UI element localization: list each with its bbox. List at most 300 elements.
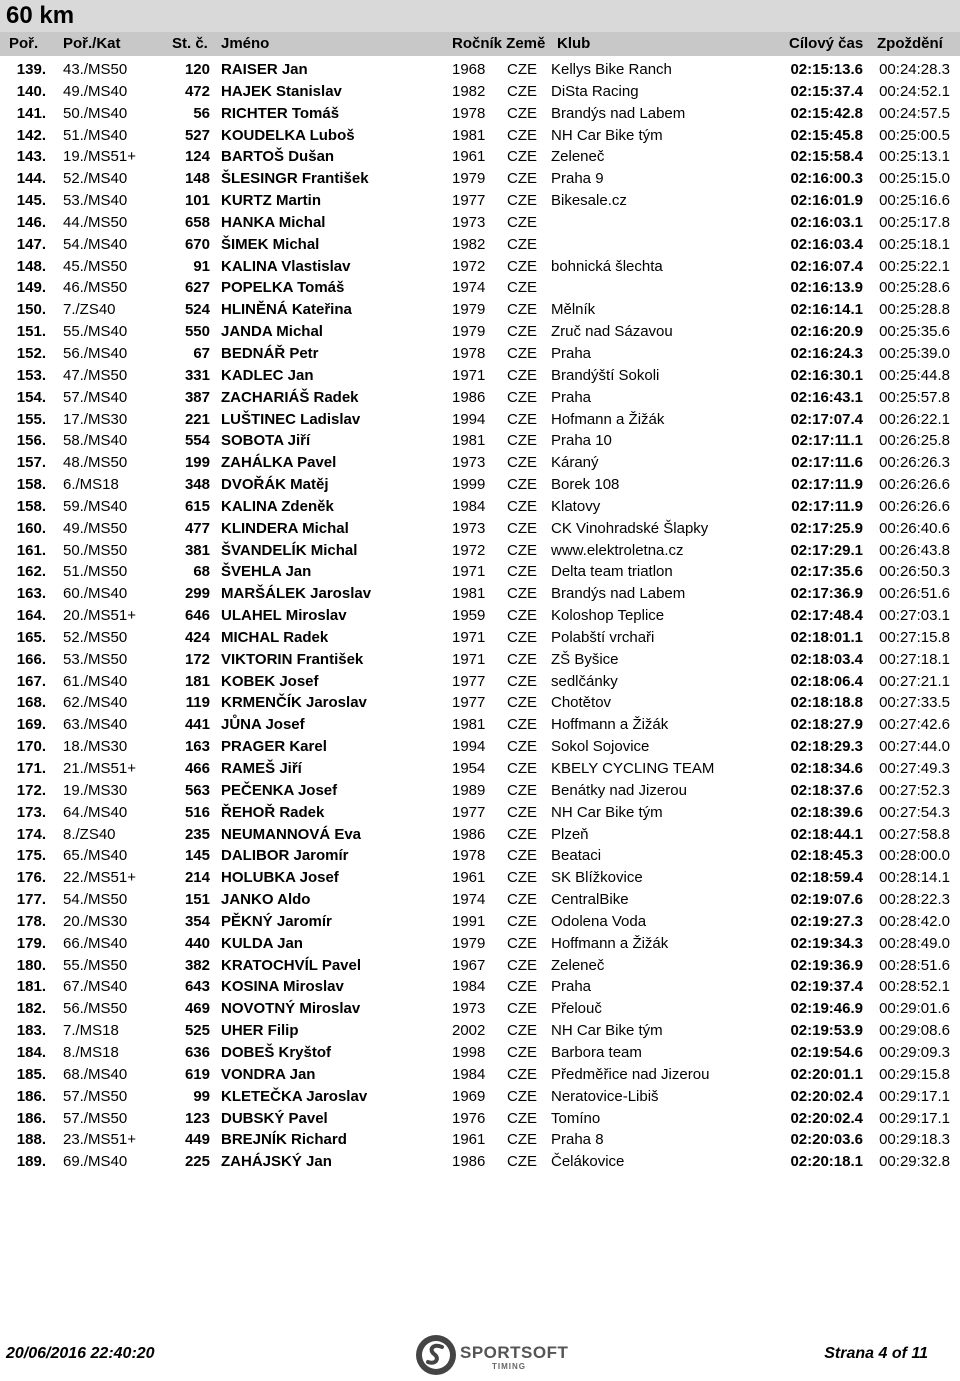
cell-country: CZE xyxy=(507,257,537,275)
cell-name: LUŠTINEC Ladislav xyxy=(221,410,361,428)
table-header xyxy=(0,32,960,56)
table-row xyxy=(0,430,960,452)
cell-rank: 154. xyxy=(16,388,46,406)
cell-country: CZE xyxy=(507,760,537,777)
cell-name: RICHTER Tomáš xyxy=(221,104,340,122)
cell-year: 1973 xyxy=(452,213,486,231)
cell-rank: 143. xyxy=(16,148,46,166)
cell-name: HANKA Michal xyxy=(221,213,326,231)
cell-category: 53./MS50 xyxy=(63,650,128,668)
cell-club: CentralBike xyxy=(551,891,629,909)
cell-year: 1984 xyxy=(452,497,486,515)
cell-start-number: 331 xyxy=(184,366,210,384)
cell-start-number: 299 xyxy=(184,585,210,603)
cell-delay: 00:29:01.6 xyxy=(879,1000,950,1018)
cell-start-number: 172 xyxy=(184,650,210,668)
cell-rank: 177. xyxy=(16,891,46,909)
cell-club: www.elektroletna.cz xyxy=(551,541,684,559)
cell-name: MICHAL Radek xyxy=(221,628,329,646)
cell-club: Delta team triatlon xyxy=(551,563,673,581)
cell-finish-time: 02:18:45.3 xyxy=(790,847,863,865)
cell-delay: 00:27:58.8 xyxy=(879,825,950,843)
cell-finish-time: 02:15:13.6 xyxy=(790,61,863,78)
cell-finish-time: 02:19:46.9 xyxy=(790,1000,863,1018)
cell-start-number: 123 xyxy=(184,1109,210,1127)
cell-rank: 167. xyxy=(16,672,46,690)
cell-country: CZE xyxy=(507,1131,537,1149)
cell-start-number: 151 xyxy=(184,891,210,909)
cell-country: CZE xyxy=(507,694,537,712)
cell-category: 46./MS50 xyxy=(63,279,128,297)
cell-club: Brandýs nad Labem xyxy=(551,585,686,603)
table-row xyxy=(0,1020,960,1042)
cell-delay: 00:29:15.8 xyxy=(879,1065,950,1083)
table-row xyxy=(0,474,960,496)
table-row xyxy=(0,714,960,736)
cell-club: Kellys Bike Ranch xyxy=(551,61,672,78)
cell-delay: 00:28:49.0 xyxy=(879,934,950,952)
cell-club: Mělník xyxy=(551,301,596,319)
cell-year: 1968 xyxy=(452,61,486,78)
title-bar xyxy=(0,0,960,32)
cell-delay: 00:28:51.6 xyxy=(879,956,950,974)
cell-finish-time: 02:18:37.6 xyxy=(790,781,863,799)
cell-country: CZE xyxy=(507,410,537,428)
cell-country: CZE xyxy=(507,650,537,668)
cell-rank: 164. xyxy=(16,607,46,625)
cell-category: 51./MS40 xyxy=(63,126,128,144)
cell-category: 62./MS40 xyxy=(63,694,128,712)
cell-category: 60./MS40 xyxy=(63,585,128,603)
cell-start-number: 124 xyxy=(184,148,210,166)
cell-year: 1959 xyxy=(452,607,486,625)
cell-delay: 00:28:42.0 xyxy=(879,912,950,930)
cell-country: CZE xyxy=(507,454,537,472)
cell-category: 57./MS40 xyxy=(63,388,128,406)
cell-country: CZE xyxy=(507,891,537,909)
cell-finish-time: 02:18:59.4 xyxy=(790,869,863,887)
cell-category: 8./ZS40 xyxy=(63,825,116,843)
header-name: Jméno xyxy=(221,35,270,52)
table-row xyxy=(0,81,960,103)
table-row xyxy=(0,190,960,212)
cell-name: JANKO Aldo xyxy=(221,891,311,909)
cell-delay: 00:25:00.5 xyxy=(879,126,950,144)
cell-finish-time: 02:16:00.3 xyxy=(790,170,863,188)
cell-finish-time: 02:19:53.9 xyxy=(790,1022,863,1040)
cell-club: Borek 108 xyxy=(551,476,620,494)
cell-start-number: 670 xyxy=(184,235,210,253)
cell-rank: 160. xyxy=(16,519,46,537)
cell-category: 54./MS50 xyxy=(63,891,128,909)
cell-start-number: 643 xyxy=(184,978,210,996)
cell-name: PRAGER Karel xyxy=(221,738,327,756)
cell-country: CZE xyxy=(507,781,537,799)
cell-year: 1982 xyxy=(452,235,486,253)
table-row xyxy=(0,125,960,147)
header-delay: Zpoždění xyxy=(877,35,943,52)
cell-name: BREJNÍK Richard xyxy=(221,1131,347,1149)
cell-finish-time: 02:16:03.1 xyxy=(790,213,863,231)
cell-year: 1978 xyxy=(452,104,486,122)
table-row xyxy=(0,1042,960,1064)
cell-rank: 189. xyxy=(16,1153,46,1171)
cell-club: Hoffmann a Žižák xyxy=(551,934,669,952)
cell-year: 1977 xyxy=(452,192,486,210)
results-table xyxy=(0,59,960,1173)
cell-finish-time: 02:17:25.9 xyxy=(790,519,863,537)
cell-category: 47./MS50 xyxy=(63,366,128,384)
table-row xyxy=(0,496,960,518)
cell-club: Brandýští Sokoli xyxy=(551,366,660,384)
cell-delay: 00:25:57.8 xyxy=(879,388,950,406)
cell-year: 1971 xyxy=(452,563,486,581)
cell-rank: 141. xyxy=(16,104,46,122)
cell-name: JŮNA Josef xyxy=(221,716,305,734)
cell-year: 1979 xyxy=(452,934,486,952)
cell-finish-time: 02:17:36.9 xyxy=(790,585,863,603)
cell-rank: 158. xyxy=(16,476,46,494)
cell-country: CZE xyxy=(507,825,537,843)
cell-name: KOBEK Josef xyxy=(221,672,319,690)
cell-name: ŠLESINGR František xyxy=(221,170,369,188)
header-start-number: St. č. xyxy=(172,35,208,52)
cell-year: 1984 xyxy=(452,1065,486,1083)
cell-country: CZE xyxy=(507,432,537,450)
print-datetime: 20/06/2016 22:40:20 xyxy=(6,1345,155,1362)
table-row xyxy=(0,911,960,933)
cell-year: 1978 xyxy=(452,847,486,865)
cell-name: VONDRA Jan xyxy=(221,1065,316,1083)
table-row xyxy=(0,780,960,802)
cell-country: CZE xyxy=(507,672,537,690)
cell-club: DiSta Racing xyxy=(551,82,639,100)
cell-category: 58./MS40 xyxy=(63,432,128,450)
cell-year: 1981 xyxy=(452,432,486,450)
cell-category: 53./MS40 xyxy=(63,192,128,210)
cell-start-number: 91 xyxy=(193,257,210,275)
cell-club: Hofmann a Žižák xyxy=(551,410,665,428)
cell-rank: 155. xyxy=(16,410,46,428)
table-row xyxy=(0,299,960,321)
cell-start-number: 348 xyxy=(184,476,210,494)
cell-start-number: 449 xyxy=(184,1131,210,1149)
cell-start-number: 627 xyxy=(184,279,210,297)
cell-rank: 173. xyxy=(16,803,46,821)
cell-finish-time: 02:19:07.6 xyxy=(790,891,863,909)
cell-category: 69./MS40 xyxy=(63,1153,128,1171)
cell-country: CZE xyxy=(507,978,537,996)
cell-category: 57./MS50 xyxy=(63,1087,128,1105)
table-row xyxy=(0,736,960,758)
cell-country: CZE xyxy=(507,497,537,515)
cell-finish-time: 02:18:44.1 xyxy=(790,825,863,843)
cell-club: NH Car Bike tým xyxy=(551,803,663,821)
cell-rank: 144. xyxy=(16,170,46,188)
cell-start-number: 214 xyxy=(184,869,210,887)
cell-club: KBELY CYCLING TEAM xyxy=(551,760,715,777)
table-row xyxy=(0,1064,960,1086)
cell-name: ŘEHOŘ Radek xyxy=(221,803,325,821)
cell-start-number: 466 xyxy=(184,760,210,777)
table-row xyxy=(0,277,960,299)
cell-club: Sokol Sojovice xyxy=(551,738,650,756)
cell-country: CZE xyxy=(507,519,537,537)
cell-name: DUBSKÝ Pavel xyxy=(221,1109,328,1127)
cell-name: KLINDERA Michal xyxy=(221,519,349,537)
cell-delay: 00:25:44.8 xyxy=(879,366,950,384)
table-row xyxy=(0,976,960,998)
cell-rank: 176. xyxy=(16,869,46,887)
cell-start-number: 163 xyxy=(184,738,210,756)
cell-name: DALIBOR Jaromír xyxy=(221,847,349,865)
cell-year: 1999 xyxy=(452,476,486,494)
cell-name: KADLEC Jan xyxy=(221,366,314,384)
cell-club: SK Blížkovice xyxy=(551,869,643,887)
cell-start-number: 477 xyxy=(184,519,210,537)
cell-delay: 00:27:21.1 xyxy=(879,672,950,690)
cell-rank: 147. xyxy=(16,235,46,253)
table-row xyxy=(0,1151,960,1173)
header-category: Poř./Kat xyxy=(63,35,121,52)
table-row xyxy=(0,452,960,474)
cell-finish-time: 02:16:13.9 xyxy=(790,279,863,297)
cell-finish-time: 02:18:06.4 xyxy=(790,672,863,690)
cell-rank: 174. xyxy=(16,825,46,843)
cell-category: 49./MS40 xyxy=(63,82,128,100)
cell-name: KRATOCHVÍL Pavel xyxy=(221,956,362,974)
cell-finish-time: 02:18:27.9 xyxy=(790,716,863,734)
cell-name: RAISER Jan xyxy=(221,61,308,78)
cell-delay: 00:25:18.1 xyxy=(879,235,950,253)
cell-year: 1981 xyxy=(452,126,486,144)
cell-start-number: 563 xyxy=(184,781,210,799)
cell-start-number: 382 xyxy=(184,956,210,974)
cell-rank: 178. xyxy=(16,912,46,930)
cell-finish-time: 02:20:01.1 xyxy=(790,1065,863,1083)
cell-name: KLETEČKA Jaroslav xyxy=(221,1087,368,1105)
cell-rank: 186. xyxy=(16,1109,46,1127)
cell-year: 1961 xyxy=(452,1131,486,1149)
cell-category: 48./MS50 xyxy=(63,454,128,472)
cell-category: 18./MS30 xyxy=(63,738,128,756)
cell-name: ŠVANDELÍK Michal xyxy=(221,541,358,559)
page-number: Strana 4 of 11 xyxy=(824,1345,928,1362)
cell-club: Praha 8 xyxy=(551,1131,604,1149)
cell-rank: 182. xyxy=(16,1000,46,1018)
table-row xyxy=(0,1108,960,1130)
cell-start-number: 199 xyxy=(184,454,210,472)
table-row xyxy=(0,103,960,125)
cell-year: 1969 xyxy=(452,1087,486,1105)
cell-year: 1977 xyxy=(452,694,486,712)
cell-club: sedlčánky xyxy=(551,672,618,690)
cell-name: ZAHÁLKA Pavel xyxy=(221,454,337,472)
cell-name: PĚKNÝ Jaromír xyxy=(221,912,332,930)
cell-finish-time: 02:16:43.1 xyxy=(790,388,863,406)
cell-delay: 00:27:03.1 xyxy=(879,607,950,625)
cell-rank: 152. xyxy=(16,344,46,362)
cell-category: 55./MS50 xyxy=(63,956,128,974)
cell-delay: 00:26:50.3 xyxy=(879,563,950,581)
cell-delay: 00:28:00.0 xyxy=(879,847,950,865)
header-rank: Poř. xyxy=(9,35,39,52)
cell-country: CZE xyxy=(507,1153,537,1171)
cell-delay: 00:28:52.1 xyxy=(879,978,950,996)
cell-category: 21./MS51+ xyxy=(63,760,136,777)
cell-delay: 00:26:22.1 xyxy=(879,410,950,428)
cell-year: 1977 xyxy=(452,672,486,690)
cell-delay: 00:26:43.8 xyxy=(879,541,950,559)
cell-country: CZE xyxy=(507,388,537,406)
cell-delay: 00:28:22.3 xyxy=(879,891,950,909)
cell-finish-time: 02:18:34.6 xyxy=(790,760,863,777)
table-row xyxy=(0,365,960,387)
cell-category: 52./MS50 xyxy=(63,628,128,646)
table-row xyxy=(0,1129,960,1151)
cell-year: 1974 xyxy=(452,279,486,297)
cell-category: 49./MS50 xyxy=(63,519,128,537)
cell-year: 1998 xyxy=(452,1043,486,1061)
cell-rank: 183. xyxy=(16,1022,46,1040)
cell-start-number: 181 xyxy=(184,672,210,690)
cell-start-number: 472 xyxy=(184,82,210,100)
cell-start-number: 225 xyxy=(184,1153,210,1171)
cell-category: 66./MS40 xyxy=(63,934,128,952)
cell-rank: 158. xyxy=(16,497,46,515)
table-row xyxy=(0,627,960,649)
cell-finish-time: 02:18:39.6 xyxy=(790,803,863,821)
cell-name: KRMENČÍK Jaroslav xyxy=(221,694,367,712)
cell-category: 7./MS18 xyxy=(63,1022,119,1040)
cell-club: Chotětov xyxy=(551,694,612,712)
cell-rank: 166. xyxy=(16,650,46,668)
cell-finish-time: 02:19:36.9 xyxy=(790,956,863,974)
cell-start-number: 145 xyxy=(184,847,210,865)
cell-start-number: 424 xyxy=(184,628,210,646)
cell-start-number: 101 xyxy=(184,192,210,210)
table-row xyxy=(0,343,960,365)
cell-country: CZE xyxy=(507,235,537,253)
cell-finish-time: 02:20:18.1 xyxy=(790,1153,863,1171)
sportsoft-logo-icon xyxy=(414,1333,458,1377)
cell-name: DOBEŠ Kryštof xyxy=(221,1043,332,1061)
cell-start-number: 235 xyxy=(184,825,210,843)
cell-category: 8./MS18 xyxy=(63,1043,119,1061)
cell-name: ŠVEHLA Jan xyxy=(221,563,312,581)
cell-rank: 157. xyxy=(16,454,46,472)
cell-rank: 153. xyxy=(16,366,46,384)
table-row xyxy=(0,1086,960,1108)
cell-year: 1981 xyxy=(452,716,486,734)
cell-category: 68./MS40 xyxy=(63,1065,128,1083)
cell-delay: 00:29:08.6 xyxy=(879,1022,950,1040)
cell-finish-time: 02:19:37.4 xyxy=(790,978,863,996)
cell-country: CZE xyxy=(507,61,537,78)
cell-name: BARTOŠ Dušan xyxy=(221,148,335,166)
cell-rank: 142. xyxy=(16,126,46,144)
cell-delay: 00:26:51.6 xyxy=(879,585,950,603)
cell-start-number: 646 xyxy=(184,607,210,625)
cell-year: 1979 xyxy=(452,301,486,319)
cell-finish-time: 02:15:58.4 xyxy=(790,148,863,166)
cell-country: CZE xyxy=(507,323,537,341)
cell-rank: 181. xyxy=(16,978,46,996)
cell-category: 19./MS30 xyxy=(63,781,128,799)
cell-year: 1986 xyxy=(452,388,486,406)
cell-club: Hoffmann a Žižák xyxy=(551,716,669,734)
cell-year: 1971 xyxy=(452,650,486,668)
cell-country: CZE xyxy=(507,847,537,865)
table-row xyxy=(0,845,960,867)
cell-rank: 139. xyxy=(16,61,46,78)
cell-club: Praha 9 xyxy=(551,170,604,188)
cell-rank: 169. xyxy=(16,716,46,734)
cell-year: 1971 xyxy=(452,628,486,646)
cell-club: Barbora team xyxy=(551,1043,642,1061)
cell-start-number: 387 xyxy=(184,388,210,406)
table-row xyxy=(0,671,960,693)
table-row xyxy=(0,889,960,911)
cell-category: 56./MS40 xyxy=(63,344,128,362)
cell-country: CZE xyxy=(507,541,537,559)
cell-club: Plzeň xyxy=(551,825,589,843)
cell-category: 63./MS40 xyxy=(63,716,128,734)
cell-rank: 185. xyxy=(16,1065,46,1083)
cell-country: CZE xyxy=(507,1087,537,1105)
cell-finish-time: 02:17:11.1 xyxy=(791,432,863,450)
cell-start-number: 619 xyxy=(184,1065,210,1083)
cell-year: 1994 xyxy=(452,738,486,756)
cell-category: 6./MS18 xyxy=(63,476,119,494)
cell-year: 1991 xyxy=(452,912,486,930)
cell-category: 50./MS50 xyxy=(63,541,128,559)
cell-category: 61./MS40 xyxy=(63,672,128,690)
cell-finish-time: 02:15:42.8 xyxy=(790,104,863,122)
header-club: Klub xyxy=(557,35,591,52)
cell-delay: 00:27:52.3 xyxy=(879,781,950,799)
table-row xyxy=(0,867,960,889)
cell-club: Praha 10 xyxy=(551,432,612,450)
cell-name: ZAHÁJSKÝ Jan xyxy=(221,1153,332,1171)
cell-start-number: 525 xyxy=(184,1022,210,1040)
cell-year: 1961 xyxy=(452,148,486,166)
cell-delay: 00:27:44.0 xyxy=(879,738,950,756)
cell-rank: 161. xyxy=(16,541,46,559)
cell-category: 64./MS40 xyxy=(63,803,128,821)
cell-category: 56./MS50 xyxy=(63,1000,128,1018)
cell-delay: 00:25:17.8 xyxy=(879,213,950,231)
cell-name: UHER Filip xyxy=(221,1022,299,1040)
cell-country: CZE xyxy=(507,476,537,494)
cell-delay: 00:25:16.6 xyxy=(879,192,950,210)
cell-finish-time: 02:16:30.1 xyxy=(790,366,863,384)
table-row xyxy=(0,540,960,562)
cell-country: CZE xyxy=(507,563,537,581)
cell-finish-time: 02:16:01.9 xyxy=(790,192,863,210)
cell-rank: 140. xyxy=(16,82,46,100)
cell-start-number: 658 xyxy=(184,213,210,231)
page-title: 60 km xyxy=(6,2,75,29)
cell-delay: 00:29:17.1 xyxy=(879,1109,950,1127)
cell-finish-time: 02:16:14.1 xyxy=(790,301,863,319)
cell-club: Klatovy xyxy=(551,497,601,515)
cell-name: HLINĚNÁ Kateřina xyxy=(221,301,352,319)
cell-delay: 00:28:14.1 xyxy=(879,869,950,887)
cell-club: Brandýs nad Labem xyxy=(551,104,686,122)
cell-delay: 00:24:57.5 xyxy=(879,104,950,122)
cell-country: CZE xyxy=(507,1043,537,1061)
